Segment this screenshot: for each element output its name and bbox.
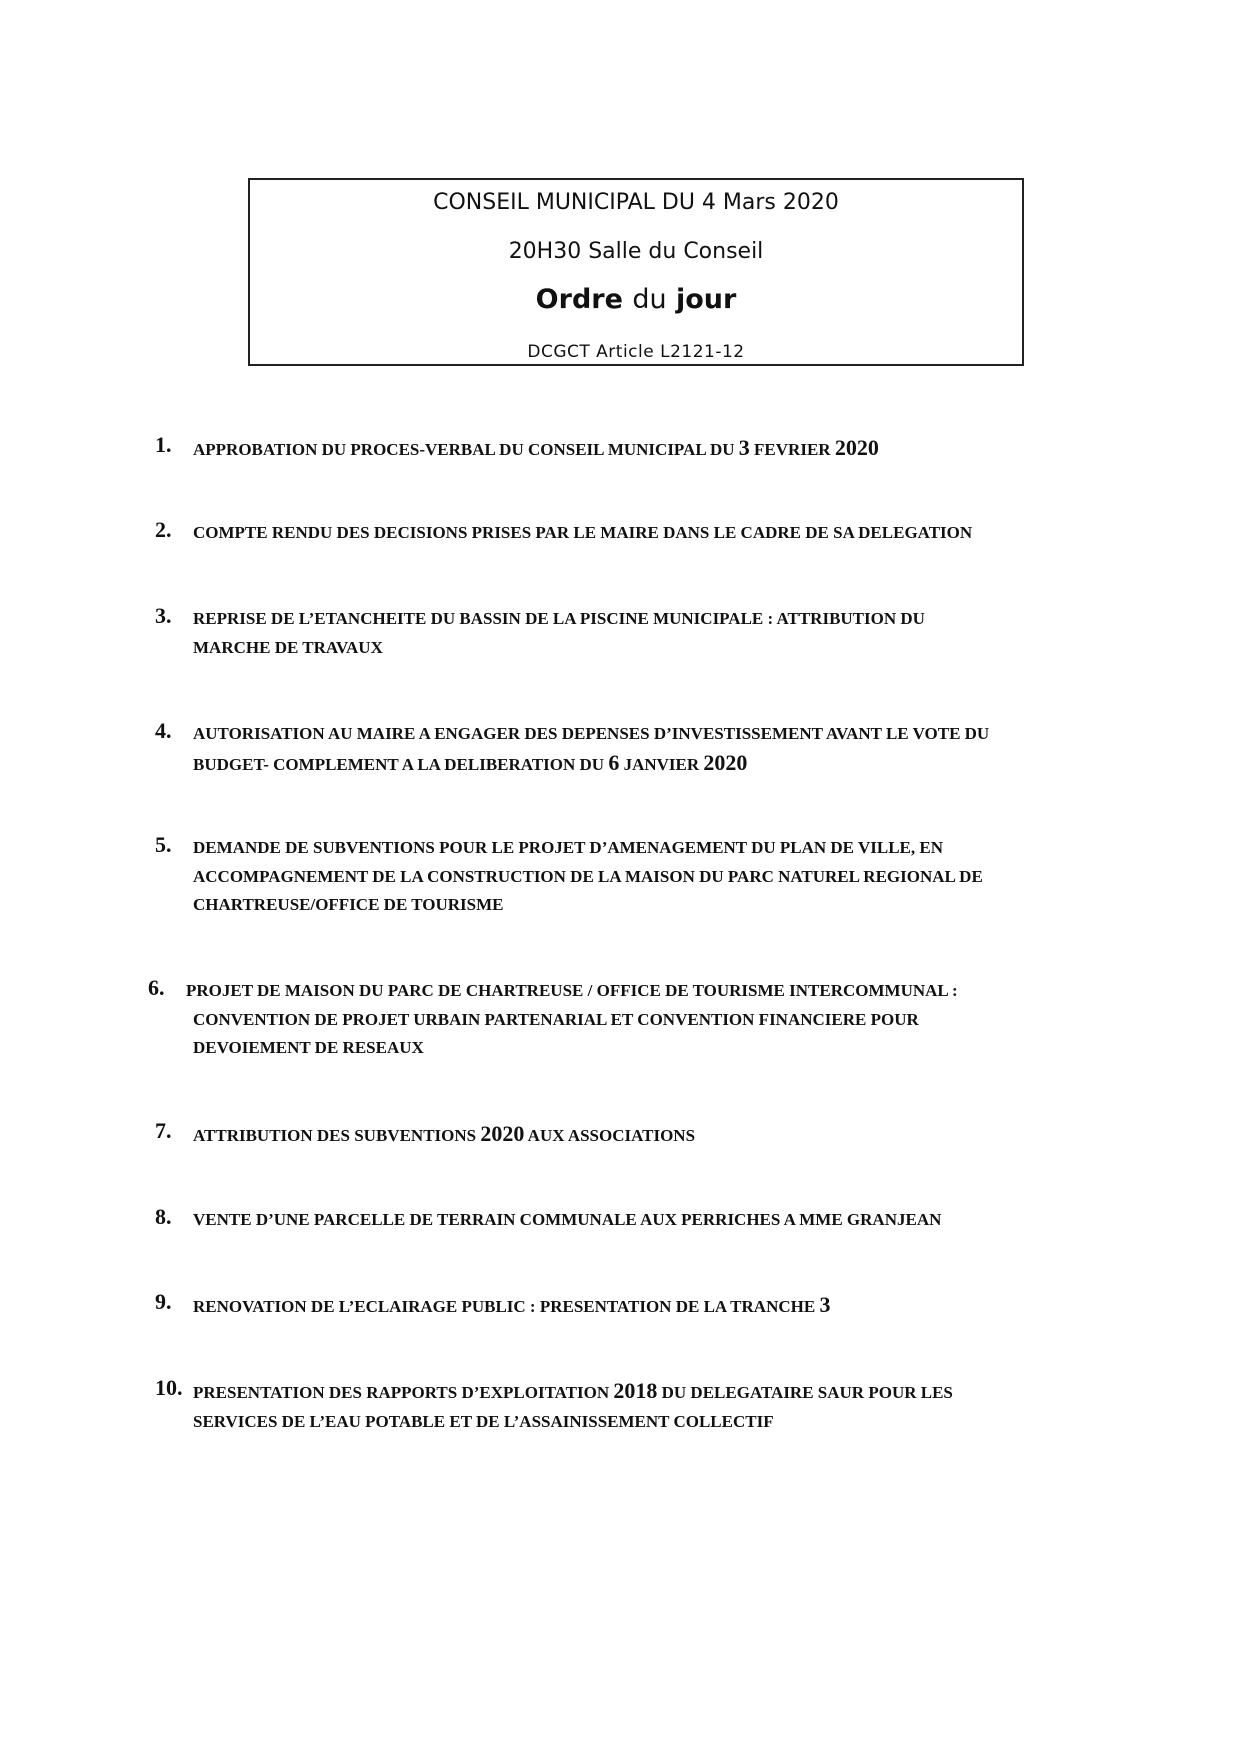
- agenda-item-line: APPROBATION DU PROCES-VERBAL DU CONSEIL MUNICIPAL DU 3 FEVRIER 2020: [193, 435, 879, 460]
- agenda-heading: [250, 284, 1022, 315]
- agenda-item-text: [193, 434, 1153, 465]
- agenda-item-number: 5.: [155, 832, 172, 857]
- agenda-item-text: [186, 977, 1153, 1063]
- agenda-item-number: 7.: [155, 1118, 172, 1143]
- agenda-item-text: [193, 720, 1153, 779]
- agenda-item-text: [193, 1206, 1153, 1235]
- agenda-item-number: 10.: [155, 1375, 183, 1400]
- agenda-item-line: CHARTREUSE/OFFICE DE TOURISME: [193, 895, 504, 914]
- agenda-item-text: [193, 519, 1153, 548]
- agenda-item-number: 8.: [155, 1204, 172, 1229]
- agenda-item-number: 6.: [148, 975, 165, 1000]
- agenda-item-line: CONVENTION DE PROJET URBAIN PARTENARIAL ET CONVENTION FINANCIERE POUR: [193, 1009, 919, 1029]
- agenda-item-line: REPRISE DE L’ETANCHEITE DU BASSIN DE LA PISCINE MUNICIPALE : ATTRIBUTION DU: [193, 609, 925, 628]
- agenda-item-line: AUTORISATION AU MAIRE A ENGAGER DES DEPENSES D’INVESTISSEMENT AVANT LE VOTE DU: [193, 724, 990, 743]
- agenda-item-number: 9.: [155, 1289, 172, 1314]
- agenda-item-number: 1.: [155, 432, 172, 457]
- agenda-heading-ordre: Ordre: [535, 284, 623, 315]
- agenda-item-line: DEVOIEMENT DE RESEAUX: [193, 1038, 424, 1057]
- agenda-item-number: 3.: [155, 603, 172, 628]
- agenda-item-line: PROJET DE MAISON DU PARC DE CHARTREUSE / OFFICE DE TOURISME INTERCOMMUNAL :: [186, 981, 958, 1000]
- meeting-time-place: 20H30 Salle du Conseil: [508, 239, 764, 264]
- agenda-item-number: 4.: [155, 718, 172, 743]
- agenda-item-line: VENTE D’UNE PARCELLE DE TERRAIN COMMUNALE AUX PERRICHES A MME GRANJEAN: [193, 1210, 942, 1229]
- legal-article-reference: DCGCT Article L2121-12: [527, 342, 745, 362]
- agenda-item-text: [193, 1291, 1153, 1322]
- agenda-header-box: [248, 178, 1024, 366]
- agenda-item-line: SERVICES DE L’EAU POTABLE ET DE L’ASSAINISSEMENT COLLECTIF: [193, 1411, 774, 1431]
- agenda-item-line: ACCOMPAGNEMENT DE LA CONSTRUCTION DE LA MAISON DU PARC NATUREL REGIONAL DE: [193, 866, 983, 886]
- agenda-item-line: DEMANDE DE SUBVENTIONS POUR LE PROJET D’AMENAGEMENT DU PLAN DE VILLE, EN: [193, 838, 943, 857]
- agenda-heading-du: du: [632, 284, 667, 315]
- agenda-item-line: RENOVATION DE L’ECLAIRAGE PUBLIC : PRESENTATION DE LA TRANCHE 3: [193, 1292, 831, 1317]
- agenda-heading-jour: jour: [675, 284, 737, 315]
- agenda-item-text: [193, 834, 1153, 920]
- agenda-item-line: COMPTE RENDU DES DECISIONS PRISES PAR LE MAIRE DANS LE CADRE DE SA DELEGATION: [193, 523, 973, 542]
- agenda-item-line: MARCHE DE TRAVAUX: [193, 637, 383, 657]
- agenda-item-line: BUDGET- COMPLEMENT A LA DELIBERATION DU 6 JANVIER 2020: [193, 749, 748, 775]
- agenda-item-number: 2.: [155, 517, 172, 542]
- agenda-item-text: [193, 1120, 1153, 1151]
- agenda-item-text: [193, 1377, 1153, 1436]
- agenda-item-line: PRESENTATION DES RAPPORTS D’EXPLOITATION 2018 DU DELEGATAIRE SAUR POUR LES: [193, 1378, 953, 1403]
- meeting-title: CONSEIL MUNICIPAL DU 4 Mars 2020: [433, 190, 839, 215]
- agenda-item-line: ATTRIBUTION DES SUBVENTIONS 2020 AUX ASSOCIATIONS: [193, 1121, 696, 1146]
- agenda-item-text: [193, 605, 1153, 662]
